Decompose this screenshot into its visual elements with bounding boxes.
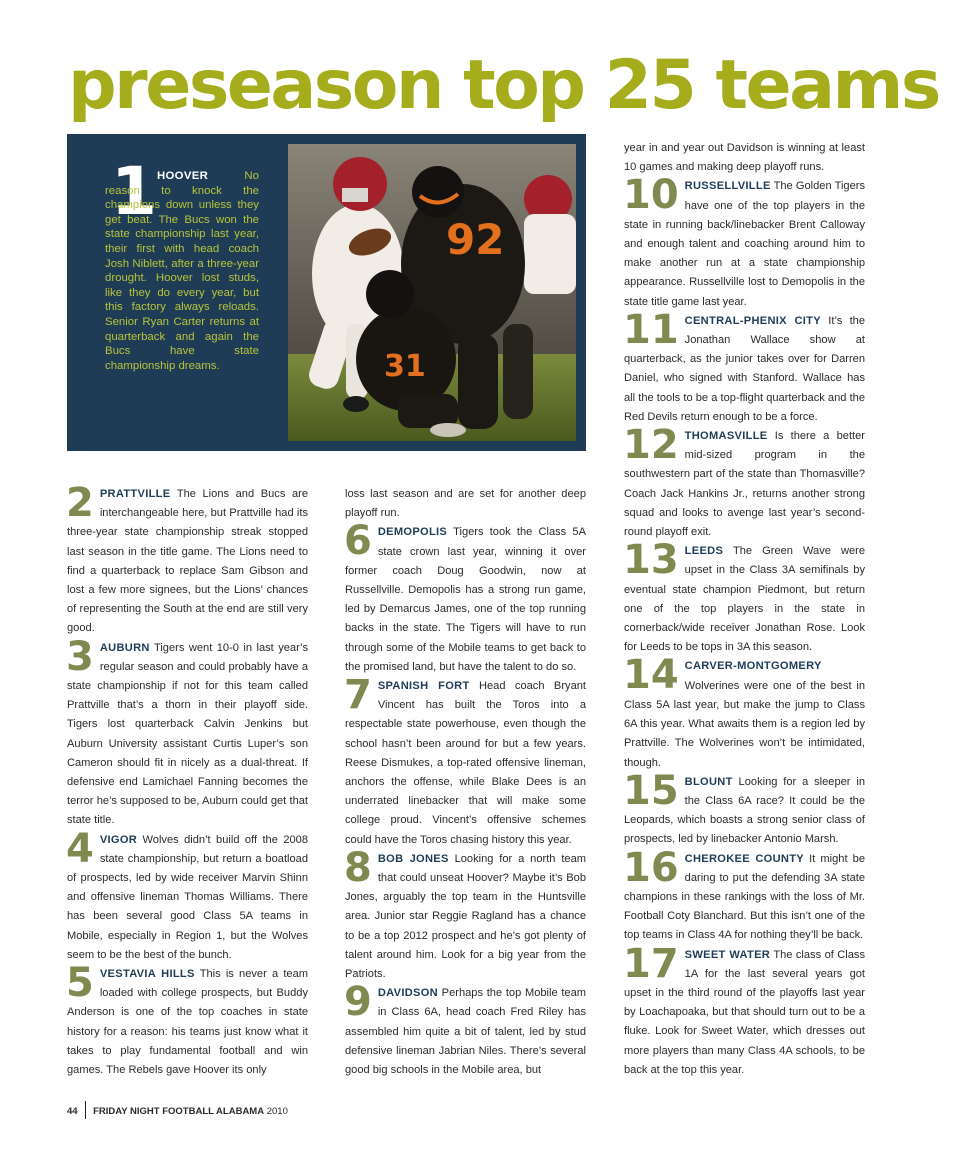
football-photo — [288, 144, 576, 441]
ranking-entry — [66, 480, 308, 639]
publication-name: FRIDAY NIGHT FOOTBALL ALABAMA — [93, 1106, 265, 1117]
team-name: CENTRAL-PHENIX CITY — [684, 314, 821, 327]
ranking-entry — [66, 960, 309, 1080]
team-name: DAVIDSON — [377, 987, 438, 1000]
ranking-entry — [344, 979, 586, 1080]
team-name: LEEDS — [684, 545, 724, 558]
team-name: SWEET WATER — [684, 948, 771, 961]
team-name: VIGOR — [99, 833, 138, 846]
team-name: PRATTVILLE — [99, 488, 171, 500]
ranking-entry — [344, 672, 586, 850]
team-description: Tigers went 10-0 in last year’s regular season and could probably have a state championship if not for this team called Prattville that’s a thorn in their playoff side. Tigers lost quarterback Calvin Jenkins but Auburn University assistant Curtis Luper’s son Cameron should fit in nicely as a dual-threat. If defensive end Lamichael Fanning becomes the terror he’s supposed to be, Auburn could get that state title. — [67, 641, 308, 827]
team-description: The Lions and Bucs are interchangeable here, but Prattville had its three-year state championship streak stopped last season in the title game. The Lions need to find a quarterback to replace Sam Gibson and lost a few more signees, but the Lions’ chances of representing the South at the end are still very good. — [67, 488, 308, 635]
rank-number: 10 — [623, 172, 679, 219]
team-description: Wolverines were one of the best in Class 5A last year, but make the jump to Class 6A this year. What awaits them is a region led by Prattville. The Wolverines won’t be intimidated, though. — [624, 679, 865, 769]
ranking-entry — [623, 844, 865, 946]
rank-number: 14 — [623, 652, 679, 699]
feature-box — [67, 134, 586, 451]
rank-number: 13 — [623, 537, 679, 584]
article-column-2 — [345, 485, 586, 1080]
team-name: AUBURN — [99, 641, 150, 654]
rank-number: 2 — [66, 480, 94, 526]
publication-year: 2010 — [264, 1106, 288, 1117]
ranking-entry — [623, 172, 865, 311]
ranking-entry — [623, 652, 865, 772]
team-description: year in and year out Davidson is winning at least 10 games and making deep playoff runs. — [624, 142, 865, 174]
feature-rank-number: 1 — [111, 153, 157, 230]
rank-number: 6 — [344, 518, 372, 565]
feature-text — [105, 169, 259, 373]
team-name: BOB JONES — [377, 852, 449, 865]
rank-number: 5 — [66, 960, 94, 1007]
ranking-entry — [344, 518, 586, 677]
ranking-entry — [66, 633, 308, 831]
svg-text:31: 31 — [384, 349, 426, 384]
rank-number: 11 — [623, 306, 679, 353]
team-name: VESTAVIA HILLS — [99, 968, 195, 981]
team-description: Tigers took the Class 5A state crown last year, winning it over former coach Doug Goodwin, now at Russellville. Demopolis has a strong run game, led by Demarcus James, one of the top running backs in the state. The Tigers will have to run through some of the Mobile teams to get back to the promised land, but have the talent to do so. — [345, 526, 586, 673]
ranking-entry — [623, 306, 865, 427]
team-description: Looking for a sleeper in the Class 6A race? It could be the Leopards, which boasts a strong senior class of prospects, led by linebacker Antonio Marsh. — [624, 775, 865, 846]
team-name: DEMOPOLIS — [377, 526, 448, 539]
team-description: Head coach Bryant Vincent has built the Toros into a respectable state powerhouse, even though the school hasn’t been around for but a few years. Reese Dismukes, a top-rated offensive lineman, anchors the offense, while Blake Dees is an underrated linebacker that will make some college proud. Vincent’s offensive schemes could have the Toros chasing history this year. — [345, 680, 586, 846]
article-column-1 — [66, 480, 309, 1080]
ranking-entry — [623, 767, 865, 850]
team-description: The class of Class 1A for the last several years got upset in the third round of the playoffs last year by Loachapoaka, but that should turn out to be a fluke. Look for Sweet Water, which dresses out more players than many Class 4A schools, to be back at the top this year. — [624, 948, 866, 1076]
team-description: Looking for a north team that could unseat Hoover? Maybe it’s Bob Jones, arguably the top team in the Huntsville area. Junior star Reggie Ragland has a chance to be a top 2012 prospect and he’s got plenty of talent around him. Look for a big year from the Patriots. — [345, 852, 586, 981]
team-name: SPANISH FORT — [377, 680, 470, 693]
ranking-entry — [66, 825, 308, 965]
ranking-entry — [623, 537, 865, 657]
feature-description: No reason to knock the champions down unless they get beat. The Bucs won the state championship last year, their first with head coach Josh Niblett, after a three-year drought. Hoover lost studs, like they do every year, but this factory always reloads. Senior Ryan Carter returns at quarterback and again the Bucs have state championship dreams. — [105, 170, 259, 372]
team-name: RUSSELLVILLE — [684, 180, 771, 193]
page-footer — [67, 1101, 288, 1119]
team-name: THOMASVILLE — [684, 430, 768, 443]
team-description: The Golden Tigers have one of the top players in the state in running back/linebacker Brent Calloway and enough talent and coaching around him to make another run at a state championship appearance. Russellville lost to Demopolis in the state title game last year. — [624, 180, 865, 308]
team-description: This is never a team loaded with college prospects, but Buddy Anderson is one of the top coaches in state history for a reason: his teams just know what it takes to play fundamental football and win games. The Rebels gave Hoover its only — [67, 968, 309, 1077]
team-name: CARVER-MONTGOMERY — [684, 660, 822, 673]
svg-text:92: 92 — [446, 215, 505, 264]
team-description: Perhaps the top Mobile team in Class 6A, head coach Fred Riley has assembled him quite a bit of talent, led by stud defensive lineman Jabrian Niles. There’s several good big schools in the Mobile area, but — [345, 987, 586, 1077]
rank-number: 15 — [623, 767, 679, 814]
rank-number: 16 — [623, 844, 679, 891]
ranking-entry — [624, 139, 865, 177]
rank-number: 7 — [344, 672, 372, 719]
rank-number: 12 — [623, 422, 679, 469]
ranking-entry — [623, 422, 865, 542]
rank-number: 3 — [66, 633, 94, 680]
team-description: Wolves didn’t build off the 2008 state championship, but return a boatload of prospects, led by wide receiver Marvin Shinn and offensive lineman Thomas Williams. There has been several good Class 5A teams in Mobile, especially in Region 1, but the Wolves seem to be the best of the bunch. — [67, 833, 308, 961]
team-name: CHEROKEE COUNTY — [684, 852, 805, 865]
team-name: BLOUNT — [684, 775, 733, 788]
article-column-3 — [624, 139, 865, 1080]
ranking-entry — [345, 485, 586, 523]
rank-number: 8 — [344, 844, 372, 891]
team-description: It’s the Jonathan Wallace show at quarterback, as the junior takes over for Darren Daniel, who signed with Stanford. Wallace has all the tools to be a top-flight quarterback and the Red Devils return enough to be a force. — [624, 314, 865, 423]
ranking-entry — [344, 844, 586, 984]
rank-number: 17 — [623, 940, 679, 987]
rank-number: 9 — [344, 979, 372, 1026]
feature-team-name: HOOVER — [157, 170, 209, 182]
page-number: 44 — [67, 1106, 78, 1117]
page-headline: preseason top 25 teams — [68, 46, 939, 125]
rank-number: 4 — [66, 825, 94, 872]
team-description: It might be daring to put the defending 3A state champions in these rankings with the loss of Mr. Football Coty Blanchard. But this isn’t one of the top teams in Class 4A for nothing they’ll be back. — [624, 852, 865, 942]
team-description: loss last season and are set for another deep playoff run. — [345, 488, 586, 520]
ranking-entry — [623, 940, 866, 1080]
footer-divider — [85, 1101, 87, 1119]
team-description: The Green Wave were upset in the Class 3A semifinals by eventual state champion Piedmont, but return one of the top players in the state in cornerback/wide receiver Jonathan Rose. Look for Leeds to be tops in 3A this season. — [624, 545, 865, 654]
team-description: Is there a better mid-sized program in the southwestern part of the state than Thomasville? Coach Jack Hankins Jr., returns another strong squad and looks to avenge last year’s second-round playoff exit. — [624, 430, 865, 539]
